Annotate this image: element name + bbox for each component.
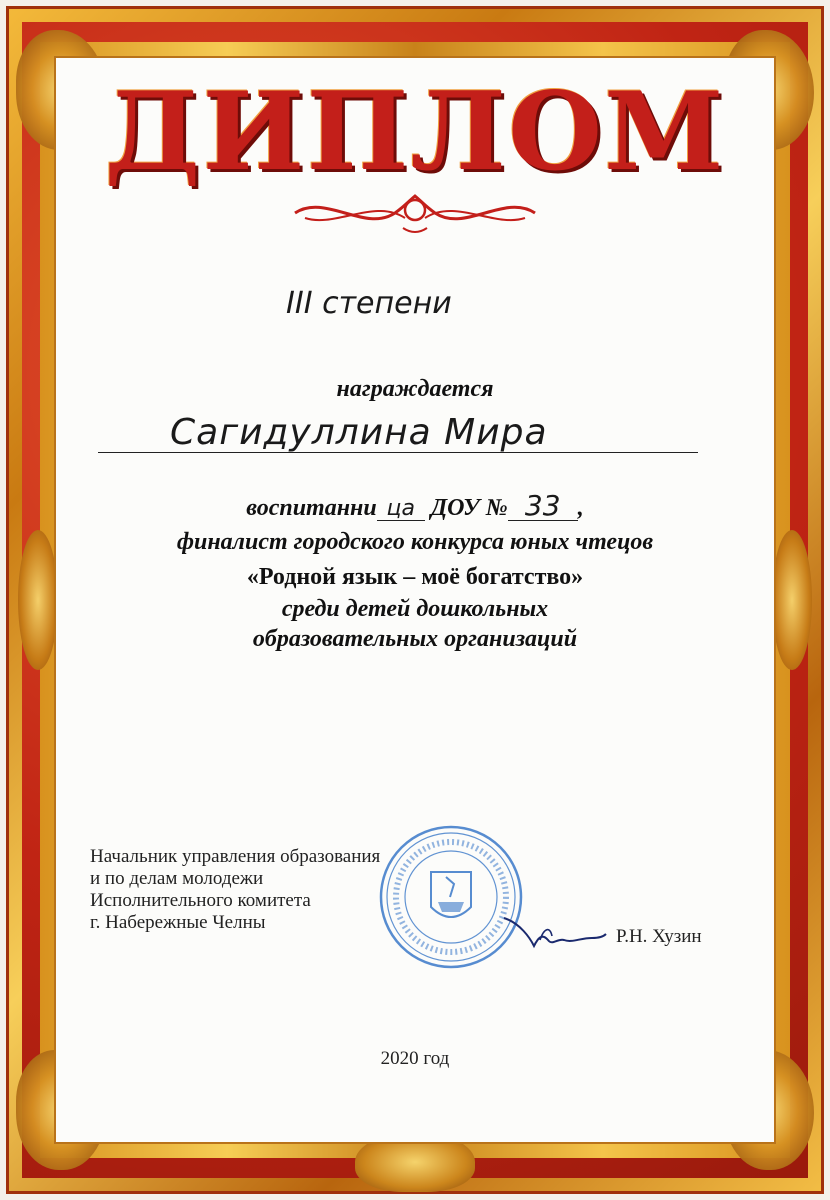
title-flourish-icon xyxy=(285,188,545,238)
pupil-line xyxy=(0,489,830,522)
position-line: Начальник управления образования xyxy=(90,846,381,867)
audience-line-1: среди детей дошкольных xyxy=(281,596,549,622)
contest-name: «Родной язык – моё богатство» xyxy=(246,564,584,590)
diploma-year: 2020 год xyxy=(380,1048,450,1069)
signatory-position xyxy=(90,846,380,934)
dou-number-handwritten: 33 xyxy=(508,492,578,521)
position-line: Исполнительного комитета xyxy=(90,890,311,911)
pupil-line-comma: , xyxy=(577,495,584,521)
pupil-prefix: воспитанни xyxy=(246,495,377,521)
position-line: и по делам молодежи xyxy=(90,868,264,889)
finalist-line: финалист городского конкурса юных чтецов xyxy=(176,529,654,555)
awarded-label: награждается xyxy=(336,376,494,402)
dou-label: ДОУ № xyxy=(430,495,508,521)
recipient-name-handwritten: Сагидуллина Мира xyxy=(170,412,548,453)
audience-line-2: образовательных организаций xyxy=(252,626,578,652)
pupil-ending-handwritten: ца xyxy=(377,498,425,521)
degree-handwritten: III степени xyxy=(286,286,452,321)
name-underline xyxy=(98,452,698,453)
position-line: г. Набережные Челны xyxy=(90,912,266,933)
diploma-title: ДИПЛОМ xyxy=(104,69,726,195)
signature-icon xyxy=(500,888,610,958)
signatory-name: Р.Н. Хузин xyxy=(616,926,702,947)
